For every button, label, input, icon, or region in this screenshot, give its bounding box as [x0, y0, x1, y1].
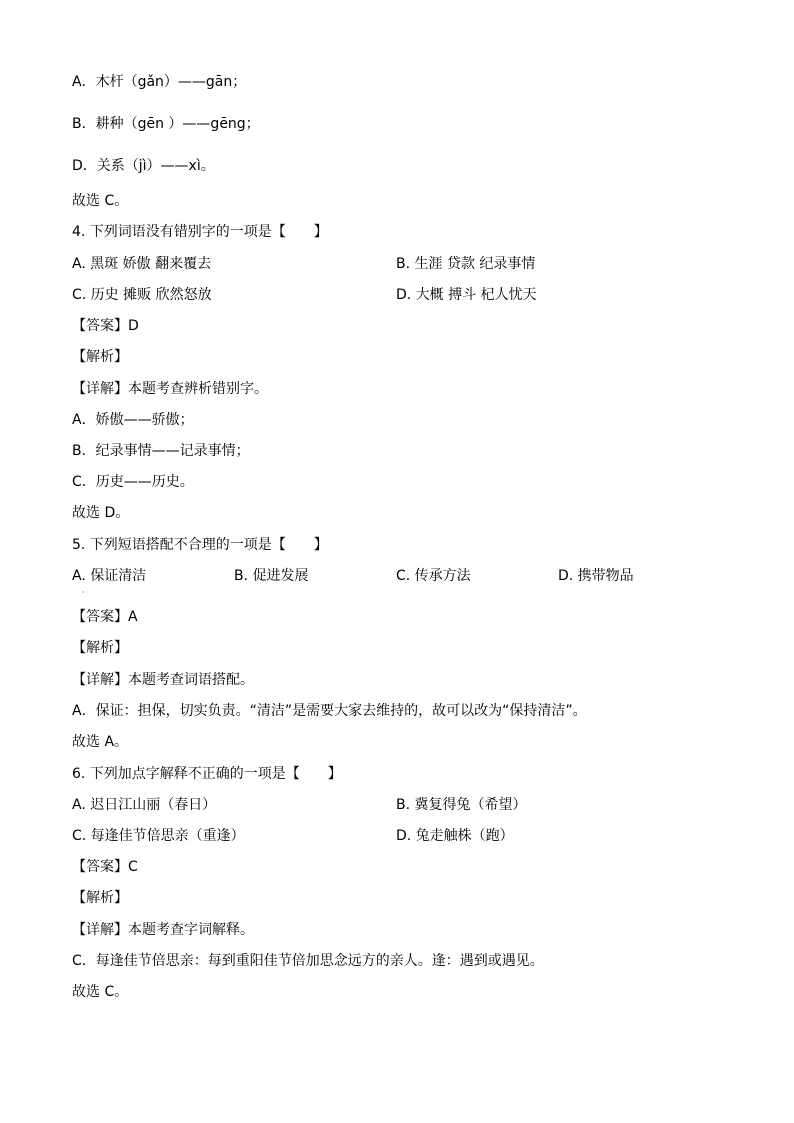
- q4-option-c: C. 历史 摊贩 欣然怒放: [72, 287, 212, 303]
- q4-note-b: B．纪录事情——记录事情；: [72, 443, 250, 459]
- q5-option-b: B. 促进发展: [234, 568, 309, 584]
- q4-option-a: A. 黑斑 娇傲 翻来覆去: [72, 256, 212, 272]
- q4-note-a: A．娇傲——骄傲；: [72, 412, 194, 428]
- question-5-stem: 5. 下列短语搭配不合理的一项是【 】: [72, 537, 328, 553]
- q4-analysis-heading: 【解析】: [72, 349, 128, 365]
- q6-option-c: C. 每逢佳节倍思亲（重逢）: [72, 828, 245, 844]
- q6-conclusion: 故选 C。: [72, 984, 129, 1000]
- q6-detail: 【详解】本题考查字词解释。: [72, 922, 254, 938]
- q5-conclusion: 故选 A。: [72, 734, 129, 750]
- q5-note-a: A．保证：担保，切实负责。“清洁”是需要大家去维持的，故可以改为“保持清洁”。: [72, 703, 587, 719]
- q5-detail: 【详解】本题考查词语搭配。: [72, 672, 254, 688]
- q4-note-c: C．历吏——历史。: [72, 474, 194, 490]
- q4-detail: 【详解】本题考查辨析错别字。: [72, 381, 268, 397]
- q4-answer: 【答案】D: [72, 318, 139, 334]
- q6-note-c: C．每逢佳节倍思亲：每到重阳佳节倍加思念远方的亲人。逢：遇到或遇见。: [72, 953, 544, 969]
- prev-option-d-note: D．关系（jì）——xì。: [72, 158, 215, 174]
- q6-option-d: D. 兔走触株（跑）: [396, 828, 514, 844]
- prev-option-b-note: B．耕种（gēn ）——gēng；: [72, 116, 260, 132]
- q5-option-c: C. 传承方法: [396, 568, 471, 584]
- q5-answer: 【答案】A: [72, 609, 138, 625]
- q4-option-b: B. 生涯 贷款 纪录事情: [396, 256, 536, 272]
- question-6-stem: 6. 下列加点字解释不正确的一项是【 】: [72, 766, 342, 782]
- q5-analysis-heading: 【解析】: [72, 640, 128, 656]
- q5-option-d: D. 携带物品: [558, 568, 634, 584]
- question-4-stem: 4. 下列词语没有错别字的一项是【 】: [72, 224, 328, 240]
- q6-answer: 【答案】C: [72, 859, 138, 875]
- prev-option-a-note: A．木杆（gǎn）——gān；: [72, 74, 247, 90]
- q4-option-d: D. 大概 搏斗 杞人忧天: [396, 287, 537, 303]
- q6-option-b: B. 冀复得兔（希望）: [396, 797, 527, 813]
- q5-option-a: A. 保证清洁: [72, 568, 147, 584]
- q6-option-a: A. 迟日江山丽（春日）: [72, 797, 217, 813]
- q4-conclusion: 故选 D。: [72, 505, 130, 521]
- q6-analysis-heading: 【解析】: [72, 890, 128, 906]
- prev-conclusion: 故选 C。: [72, 193, 129, 209]
- stray-dot-mark: ·: [82, 588, 85, 597]
